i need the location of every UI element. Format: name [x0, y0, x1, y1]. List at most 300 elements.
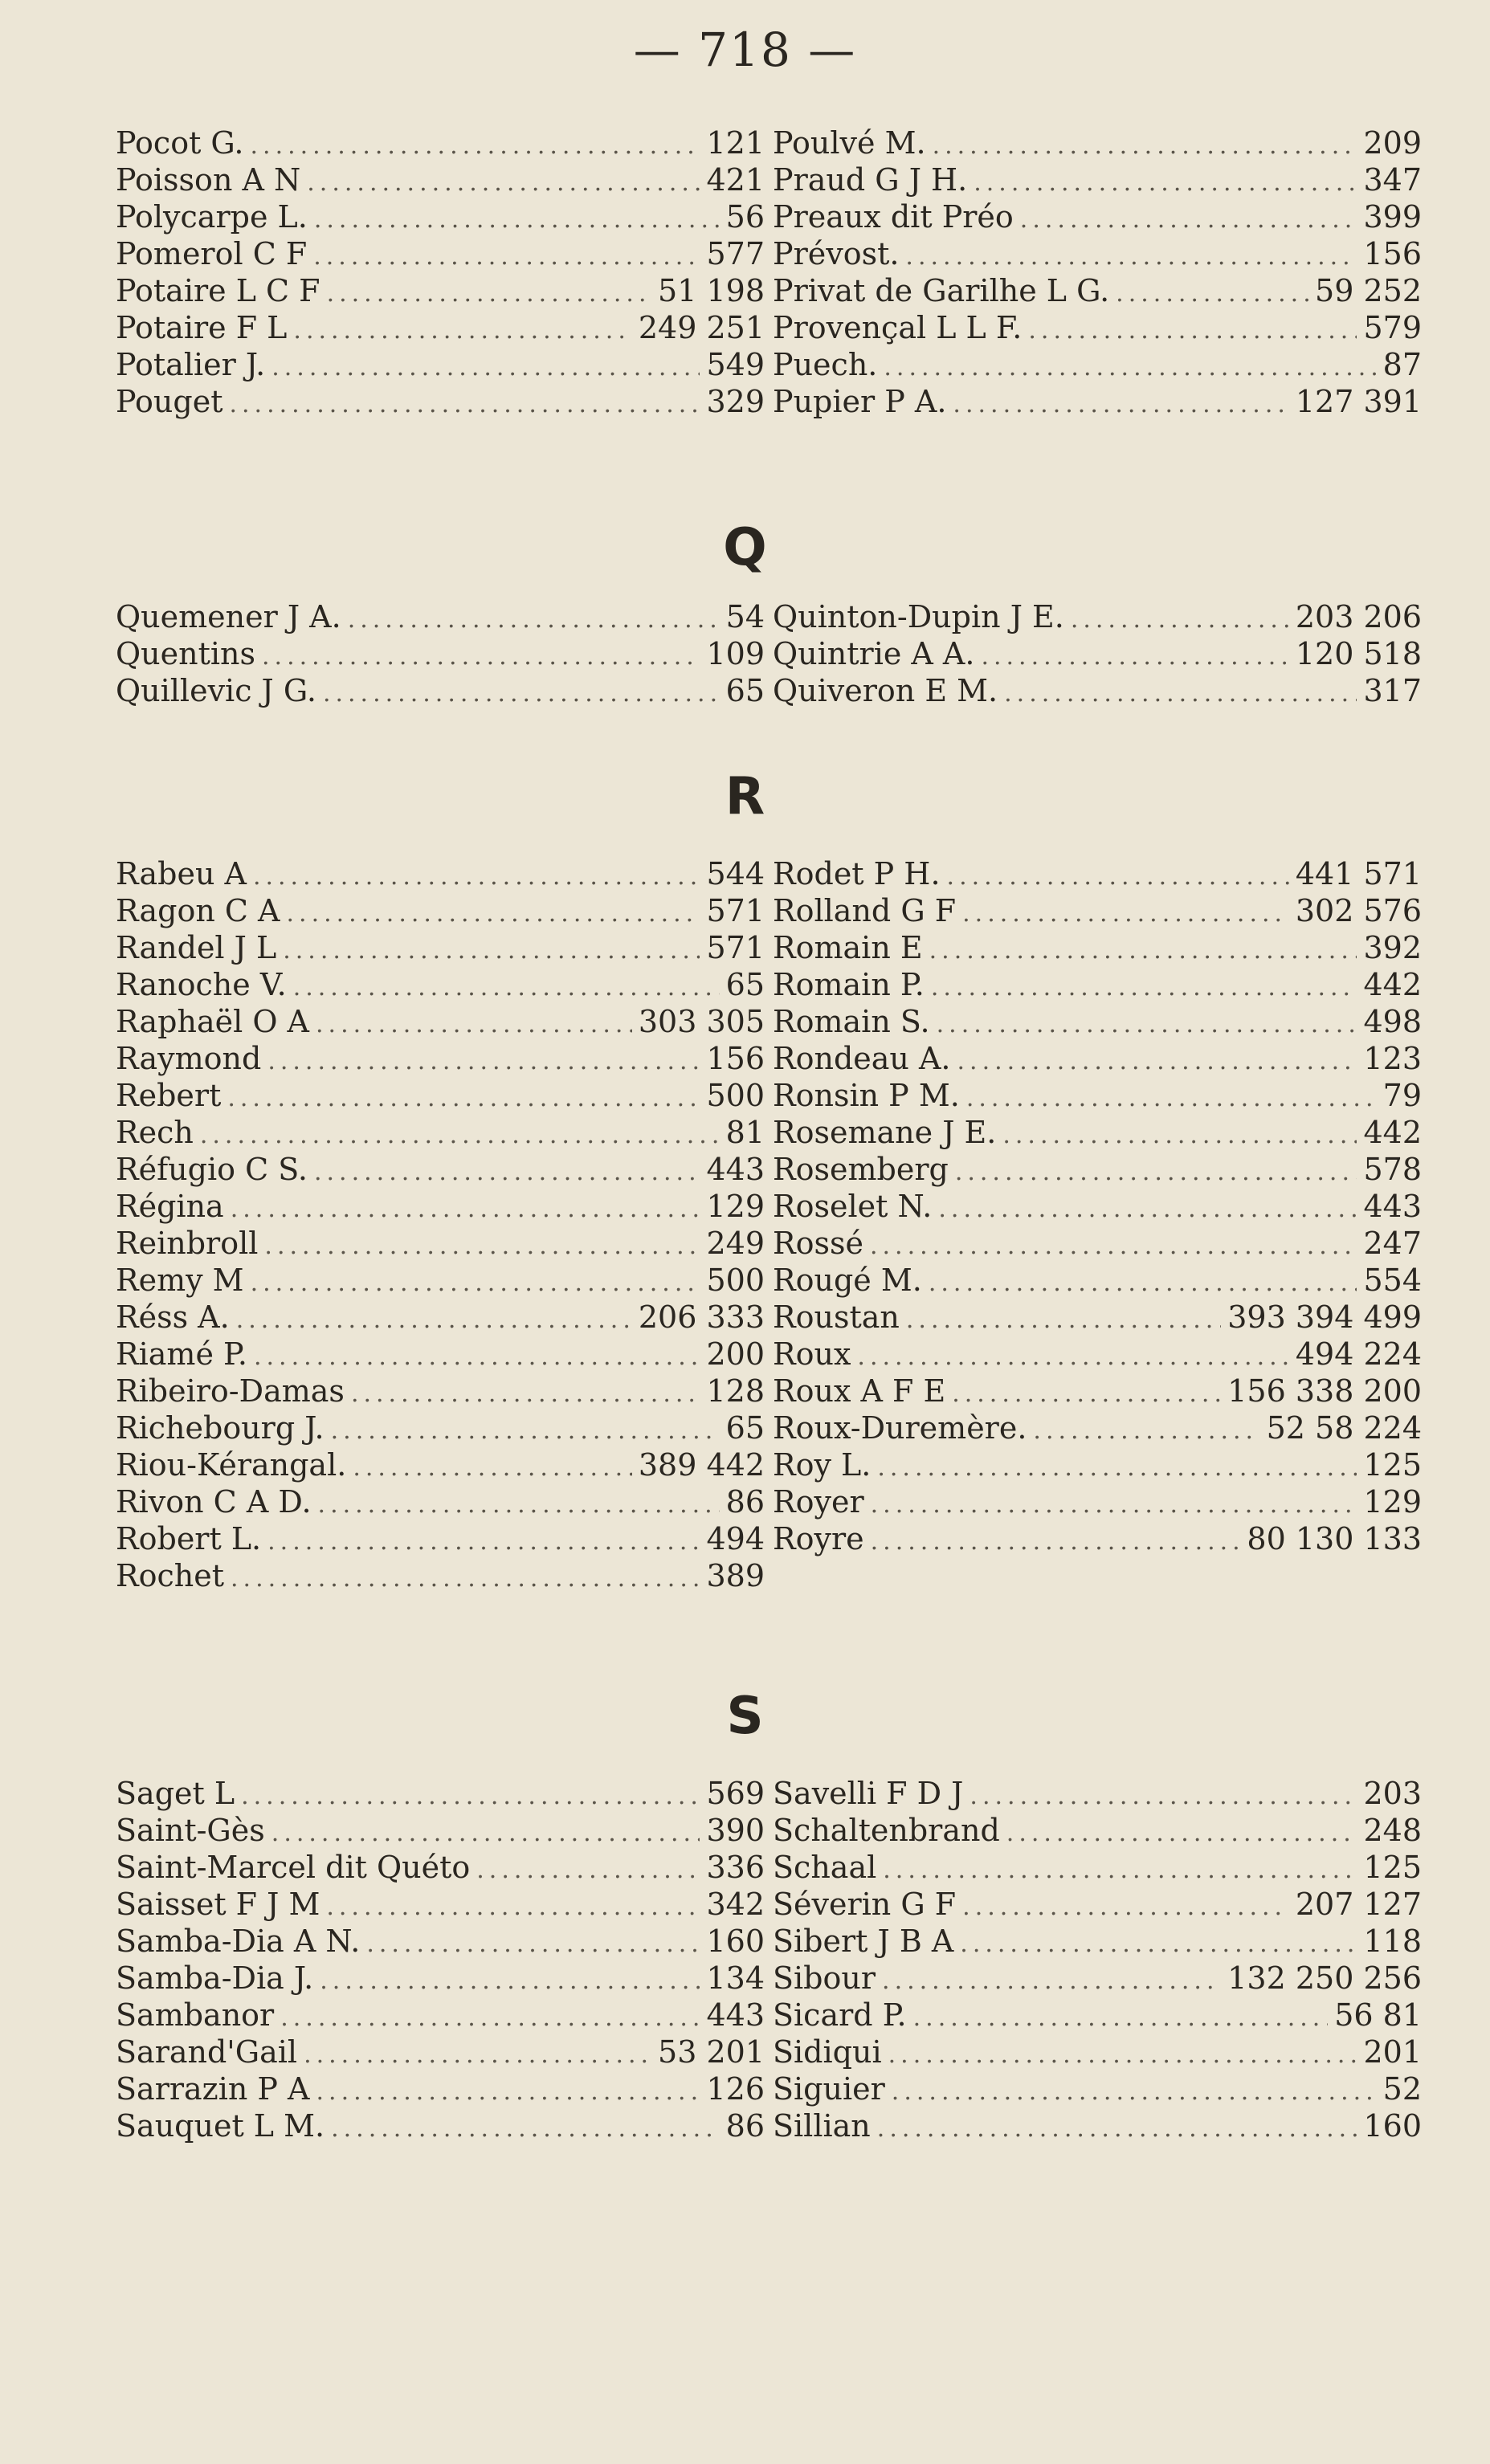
entry-pages: 247 [1363, 1226, 1422, 1261]
dot-leader [877, 1450, 1357, 1487]
entry-name: Poisson A N [116, 162, 301, 198]
entry-pages: 421 [706, 162, 765, 198]
entry-pages: 65 [725, 967, 765, 1002]
entry-pages: 392 [1363, 930, 1422, 965]
dot-leader [871, 1524, 1241, 1560]
entry-pages: 571 [706, 930, 765, 965]
entry-pages: 209 [1363, 125, 1422, 161]
entry-name: Sauquet L M. [116, 2108, 325, 2144]
entry-name: Schaal [773, 1850, 877, 1885]
entry-name: Ranoche V. [116, 967, 287, 1002]
dot-leader [970, 1778, 1357, 1815]
entry-name: Rolland G F [773, 893, 957, 928]
right-column [773, 1775, 1422, 2144]
index-entry [116, 1557, 765, 1594]
dot-leader [870, 1228, 1357, 1265]
entry-name: Sillian [773, 2108, 871, 2144]
index-entry [773, 124, 1422, 161]
entry-pages: 86 [725, 1484, 765, 1520]
dot-leader [251, 1265, 700, 1302]
dot-leader [913, 2000, 1329, 2037]
dot-leader [236, 1302, 632, 1339]
dot-leader [888, 2037, 1357, 2074]
entry-name: Séverin G F [773, 1887, 957, 1922]
index-entry [773, 1446, 1422, 1483]
dot-leader [353, 1450, 632, 1487]
index-entry [116, 1923, 765, 1960]
index-entry [773, 2070, 1422, 2107]
entry-pages: 81 [725, 1115, 765, 1150]
entry-name: Romain S. [773, 1004, 930, 1039]
index-entry [116, 1409, 765, 1446]
entry-pages: 389 [706, 1558, 765, 1593]
index-entry [116, 1849, 765, 1886]
entry-name: Richebourg J. [116, 1410, 325, 1446]
dot-leader [307, 165, 700, 202]
entry-name: Roustan [773, 1299, 900, 1335]
section-letter: S [726, 1687, 764, 1746]
entry-pages: 389 442 [638, 1447, 765, 1483]
entry-name: Potaire F L [116, 310, 288, 345]
dot-leader [974, 165, 1357, 202]
dot-leader [231, 1560, 700, 1597]
dot-leader [271, 1815, 700, 1852]
entry-pages: 129 [706, 1189, 765, 1224]
entry-name: Pocot G. [116, 125, 244, 161]
entry-pages: 79 [1382, 1078, 1422, 1113]
entry-pages: 156 [1363, 236, 1422, 271]
dot-leader [1033, 1413, 1259, 1450]
index-entry [773, 598, 1422, 635]
dot-leader [283, 932, 700, 969]
dot-leader [882, 1963, 1221, 2000]
index-entry [773, 161, 1422, 198]
entry-name: Potalier J. [116, 347, 266, 382]
index-entry [116, 1225, 765, 1262]
entry-pages: 65 [725, 1410, 765, 1446]
index-entry [773, 672, 1422, 709]
index-entry [773, 1077, 1422, 1114]
right-column [773, 855, 1422, 1557]
index-entry [116, 966, 765, 1003]
dot-leader [953, 386, 1288, 423]
entry-name: Rougé M. [773, 1263, 922, 1298]
index-entry [773, 1520, 1422, 1557]
index-entry [773, 1812, 1422, 1849]
dot-leader [251, 128, 700, 165]
entry-pages: 132 250 256 [1227, 1960, 1422, 1996]
entry-pages: 329 [706, 384, 765, 419]
entry-name: Samba-Dia A N. [116, 1923, 361, 1959]
dot-leader [1020, 202, 1357, 239]
entry-pages: 579 [1363, 310, 1422, 345]
dot-leader [892, 2074, 1377, 2111]
index-entry [116, 1775, 765, 1812]
right-column [773, 124, 1422, 420]
entry-name: Prévost. [773, 236, 900, 271]
entry-pages: 442 [1363, 967, 1422, 1002]
dot-leader [293, 969, 720, 1006]
dot-leader [271, 349, 700, 386]
entry-pages: 302 576 [1295, 893, 1422, 928]
entry-name: Rebert [116, 1078, 222, 1113]
dot-leader [1006, 1815, 1357, 1852]
index-entry [116, 2034, 765, 2070]
dot-leader [320, 1963, 700, 2000]
index-entry [116, 635, 765, 672]
entry-pages: 443 [1363, 1189, 1422, 1224]
index-entry [773, 383, 1422, 420]
entry-pages: 56 [725, 199, 765, 235]
index-entry [773, 1151, 1422, 1188]
entry-name: Remy M [116, 1263, 244, 1298]
entry-pages: 59 252 [1315, 273, 1422, 308]
dot-leader [313, 239, 700, 275]
dot-leader [905, 239, 1357, 275]
entry-name: Rossé [773, 1226, 863, 1261]
index-entry [116, 1446, 765, 1483]
entry-pages: 399 [1363, 199, 1422, 235]
left-column [116, 598, 765, 709]
index-entry [773, 1960, 1422, 1997]
entry-name: Roselet N. [773, 1189, 933, 1224]
entry-name: Pomerol C F [116, 236, 308, 271]
dot-leader [877, 2111, 1357, 2148]
left-column [116, 124, 765, 420]
dot-leader [262, 638, 700, 675]
entry-name: Rochet [116, 1558, 225, 1593]
dot-leader [314, 202, 720, 239]
entry-pages: 342 [706, 1887, 765, 1922]
entry-name: Rosemane J E. [773, 1115, 997, 1150]
entry-pages: 125 [1363, 1850, 1422, 1885]
entry-name: Sambanor [116, 1997, 275, 2033]
dot-leader [1002, 1117, 1357, 1154]
entry-pages: 203 [1363, 1776, 1422, 1811]
index-entry [116, 198, 765, 235]
entry-name: Romain E [773, 930, 923, 965]
dot-leader [929, 1265, 1357, 1302]
dot-leader [316, 2074, 700, 2111]
entry-pages: 206 333 [638, 1299, 765, 1335]
index-entry [773, 1262, 1422, 1299]
index-entry [116, 2070, 765, 2107]
entry-pages: 443 [706, 1152, 765, 1187]
entry-name: Sibert J B A [773, 1923, 954, 1959]
index-entry [116, 1040, 765, 1077]
index-entry [773, 1114, 1422, 1151]
entry-name: Samba-Dia J. [116, 1960, 314, 1996]
dot-leader [327, 275, 651, 312]
entry-pages: 65 [725, 673, 765, 708]
index-entry [773, 635, 1422, 672]
dot-leader [254, 1339, 700, 1376]
entry-name: Sarand'Gail [116, 2034, 298, 2070]
entry-pages: 121 [706, 125, 765, 161]
dot-leader [293, 312, 631, 349]
dot-leader [304, 2037, 651, 2074]
entry-name: Saint-Gès [116, 1813, 265, 1848]
index-entry [773, 1299, 1422, 1336]
dot-leader [962, 1889, 1289, 1926]
dot-leader [200, 1117, 720, 1154]
entry-name: Romain P. [773, 967, 925, 1002]
dot-leader [318, 1487, 720, 1524]
dot-leader [933, 128, 1357, 165]
dot-leader [981, 638, 1288, 675]
index-entry [116, 1997, 765, 2034]
dot-leader [937, 1006, 1357, 1043]
index-entry [773, 1483, 1422, 1520]
entry-name: Régina [116, 1189, 224, 1224]
index-entry [116, 1336, 765, 1373]
entry-pages: 577 [706, 236, 765, 271]
entry-pages: 56 81 [1334, 1997, 1422, 2033]
index-entry [773, 1409, 1422, 1446]
entry-name: Savelli F D J [773, 1776, 964, 1811]
index-entry [773, 235, 1422, 272]
dot-leader [253, 859, 700, 895]
index-entry [773, 2107, 1422, 2144]
entry-name: Schaltenbrand [773, 1813, 1000, 1848]
dot-leader [957, 1043, 1357, 1080]
entry-pages: 249 251 [638, 310, 765, 345]
entry-name: Sibour [773, 1960, 876, 1996]
index-entry [773, 2034, 1422, 2070]
index-entry [116, 1151, 765, 1188]
index-entry [116, 1483, 765, 1520]
index-entry [773, 272, 1422, 309]
index-entry [116, 672, 765, 709]
entry-name: Saget L [116, 1776, 235, 1811]
dot-leader [952, 1376, 1221, 1413]
index-entry [116, 1886, 765, 1923]
entry-pages: 494 224 [1295, 1336, 1422, 1372]
index-entry [116, 1812, 765, 1849]
entry-pages: 53 201 [658, 2034, 765, 2070]
entry-pages: 156 338 200 [1227, 1373, 1422, 1409]
dot-leader [1116, 275, 1308, 312]
entry-pages: 203 206 [1295, 599, 1422, 634]
dot-leader [231, 1191, 700, 1228]
entry-name: Sidiqui [773, 2034, 882, 2070]
dot-leader [883, 1852, 1357, 1889]
entry-pages: 120 518 [1295, 636, 1422, 671]
entry-pages: 134 [706, 1960, 765, 1996]
dot-leader [1028, 312, 1357, 349]
entry-name: Ragon C A [116, 893, 280, 928]
left-column [116, 1775, 765, 2144]
entry-pages: 160 [706, 1923, 765, 1959]
left-column [116, 855, 765, 1594]
entry-pages: 443 [706, 1997, 765, 2033]
entry-name: Rondeau A. [773, 1041, 951, 1076]
entry-name: Robert L. [116, 1521, 262, 1556]
entry-pages: 123 [1363, 1041, 1422, 1076]
entry-pages: 54 [725, 599, 765, 634]
entry-pages: 156 [706, 1041, 765, 1076]
index-entry [116, 272, 765, 309]
entry-name: Saisset F J M [116, 1887, 320, 1922]
entry-name: Réss A. [116, 1299, 230, 1335]
index-entry [116, 892, 765, 929]
index-entry [116, 1262, 765, 1299]
entry-pages: 249 [706, 1226, 765, 1261]
entry-pages: 160 [1363, 2108, 1422, 2144]
dot-leader [348, 602, 720, 638]
entry-name: Puech. [773, 347, 878, 382]
entry-name: Riou-Kérangal. [116, 1447, 347, 1483]
index-entry [773, 892, 1422, 929]
entry-name: Riamé P. [116, 1336, 247, 1372]
entry-name: Privat de Garilhe L G. [773, 273, 1110, 308]
dot-leader [960, 1926, 1357, 1963]
dot-leader [331, 2111, 720, 2148]
entry-name: Roux-Duremère. [773, 1410, 1027, 1446]
entry-pages: 549 [706, 347, 765, 382]
right-column [773, 598, 1422, 709]
dot-leader [280, 2000, 700, 2037]
entry-pages: 336 [706, 1850, 765, 1885]
dot-leader [884, 349, 1376, 386]
entry-pages: 80 130 133 [1247, 1521, 1422, 1556]
entry-name: Rivon C A D. [116, 1484, 312, 1520]
index-entry [773, 1040, 1422, 1077]
page-number: — 718 — [633, 22, 857, 77]
entry-name: Polycarpe L. [116, 199, 308, 235]
entry-name: Siguier [773, 2071, 885, 2107]
entry-name: Roy L. [773, 1447, 872, 1483]
entry-pages: 52 [1382, 2071, 1422, 2107]
dot-leader [287, 895, 700, 932]
dot-leader [366, 1926, 700, 1963]
dot-leader [871, 1487, 1357, 1524]
dot-leader [326, 1889, 700, 1926]
entry-name: Sarrazin P A [116, 2071, 310, 2107]
dot-leader [241, 1778, 700, 1815]
index-entry [773, 855, 1422, 892]
dot-leader [229, 386, 700, 423]
entry-name: Rosemberg [773, 1152, 949, 1187]
dot-leader [938, 1191, 1357, 1228]
entry-pages: 500 [706, 1263, 765, 1298]
entry-name: Praud G J H. [773, 162, 968, 198]
index-entry [773, 309, 1422, 346]
index-entry [773, 1003, 1422, 1040]
entry-name: Ronsin P M. [773, 1078, 960, 1113]
index-entry [116, 2107, 765, 2144]
entry-pages: 52 58 224 [1266, 1410, 1422, 1446]
dot-leader [267, 1043, 700, 1080]
index-entry [116, 124, 765, 161]
entry-name: Raphaël O A [116, 1004, 309, 1039]
index-entry [773, 198, 1422, 235]
entry-name: Quemener J A. [116, 599, 341, 634]
dot-leader [331, 1413, 720, 1450]
entry-name: Reinbroll [116, 1226, 259, 1261]
entry-pages: 442 [1363, 1115, 1422, 1150]
index-entry [773, 1373, 1422, 1409]
entry-name: Roux [773, 1336, 851, 1372]
index-entry [116, 346, 765, 383]
index-entry [773, 1336, 1422, 1373]
entry-name: Royer [773, 1484, 864, 1520]
entry-pages: 129 [1363, 1484, 1422, 1520]
section-letter: Q [723, 518, 767, 577]
index-entry [116, 1003, 765, 1040]
index-entry [773, 1997, 1422, 2034]
entry-pages: 498 [1363, 1004, 1422, 1039]
entry-pages: 87 [1382, 347, 1422, 382]
entry-pages: 393 394 499 [1227, 1299, 1422, 1335]
entry-pages: 578 [1363, 1152, 1422, 1187]
entry-pages: 118 [1363, 1923, 1422, 1959]
entry-name: Provençal L L F. [773, 310, 1023, 345]
entry-name: Ribeiro-Damas [116, 1373, 345, 1409]
dot-leader [966, 1080, 1377, 1117]
dot-leader [955, 1154, 1357, 1191]
entry-pages: 390 [706, 1813, 765, 1848]
dot-leader [351, 1376, 700, 1413]
entry-pages: 127 391 [1295, 384, 1422, 419]
index-entry [773, 1886, 1422, 1923]
entry-pages: 201 [1363, 2034, 1422, 2070]
index-entry [773, 1849, 1422, 1886]
dot-leader [1071, 602, 1289, 638]
entry-pages: 51 198 [658, 273, 765, 308]
dot-leader [476, 1852, 700, 1889]
dot-leader [323, 675, 720, 712]
entry-pages: 128 [706, 1373, 765, 1409]
entry-name: Potaire L C F [116, 273, 320, 308]
index-entry [773, 1225, 1422, 1262]
dot-leader [929, 932, 1357, 969]
entry-name: Roux A F E [773, 1373, 946, 1409]
entry-pages: 347 [1363, 162, 1422, 198]
entry-pages: 554 [1363, 1263, 1422, 1298]
dot-leader [316, 1006, 632, 1043]
index-entry [116, 1960, 765, 1997]
entry-name: Rabeu A [116, 856, 247, 891]
entry-name: Sicard P. [773, 1997, 907, 2033]
entry-name: Quiveron E M. [773, 673, 998, 708]
index-entry [116, 161, 765, 198]
index-entry [116, 1299, 765, 1336]
dot-leader [314, 1154, 700, 1191]
dot-leader [264, 1228, 700, 1265]
entry-pages: 441 571 [1295, 856, 1422, 891]
dot-leader [857, 1339, 1288, 1376]
entry-name: Royre [773, 1521, 864, 1556]
index-entry [116, 1114, 765, 1151]
index-entry [773, 346, 1422, 383]
entry-pages: 109 [706, 636, 765, 671]
index-entry [116, 929, 765, 966]
entry-name: Réfugio C S. [116, 1152, 308, 1187]
entry-name: Preaux dit Préo [773, 199, 1014, 235]
entry-pages: 303 305 [638, 1004, 765, 1039]
index-entry [116, 1077, 765, 1114]
entry-pages: 126 [706, 2071, 765, 2107]
entry-pages: 125 [1363, 1447, 1422, 1483]
index-entry [773, 929, 1422, 966]
index-entry [116, 235, 765, 272]
index-entry [116, 855, 765, 892]
index-entry [116, 1188, 765, 1225]
dot-leader [267, 1524, 700, 1560]
index-entry [116, 1373, 765, 1409]
dot-leader [931, 969, 1357, 1006]
